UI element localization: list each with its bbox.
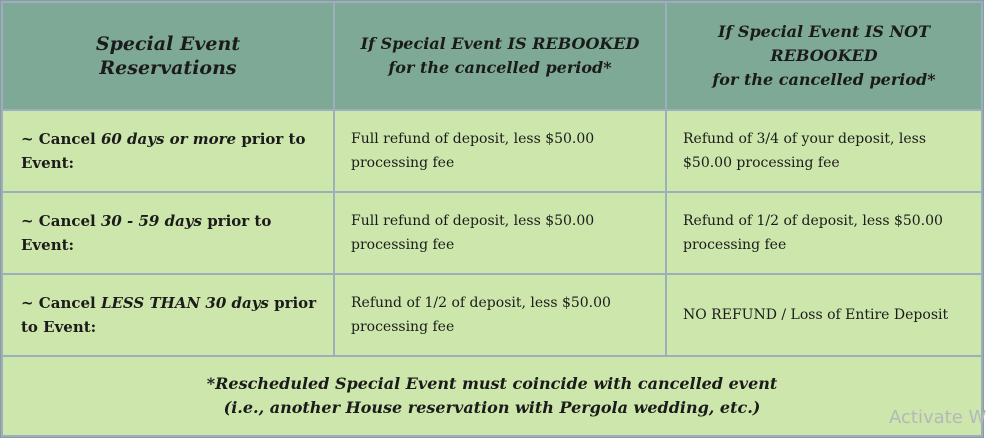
policy-text: Refund of 1/2 of deposit, less $50.00 processing fee <box>683 213 943 253</box>
row-label-emphasis: LESS THAN 30 days <box>100 294 269 312</box>
row-label-suffix: prior to Event: <box>21 294 317 336</box>
row-less-than-30-days-not-rebooked <box>667 275 981 355</box>
footer-line2: (i.e., another House reservation with Pergola wedding, etc.) <box>223 398 761 417</box>
header-col3-line1: If Special Event IS NOT <box>717 22 931 41</box>
policy-text: Refund of 1/2 of deposit, less $50.00 processing fee <box>351 295 611 335</box>
footer-note <box>3 357 981 435</box>
row-label-emphasis: 60 days or more <box>100 130 237 148</box>
policy-text: Full refund of deposit, less $50.00 processing fee <box>351 213 595 253</box>
header-col1-line1: Special Event <box>95 33 241 55</box>
row-60-days-not-rebooked <box>667 111 981 191</box>
header-col2-line1: If Special Event IS REBOOKED <box>360 34 640 53</box>
row-label-prefix: ~ Cancel <box>21 212 101 230</box>
row-label-suffix: prior to Event: <box>21 130 306 172</box>
policy-text: Full refund of deposit, less $50.00 processing fee <box>351 131 595 171</box>
policy-text: NO REFUND / Loss of Entire Deposit <box>683 307 949 323</box>
row-30-59-days-rebooked <box>335 193 665 273</box>
row-less-than-30-days-rebooked <box>335 275 665 355</box>
row-label-60-days <box>3 111 333 191</box>
footer-line1: *Rescheduled Special Event must coincide with cancelled event <box>206 374 778 393</box>
row-label-emphasis: 30 - 59 days <box>100 212 202 230</box>
row-30-59-days-not-rebooked <box>667 193 981 273</box>
row-label-30-59-days <box>3 193 333 273</box>
row-60-days-rebooked <box>335 111 665 191</box>
header-col1-line2: Reservations <box>99 57 237 79</box>
header-col3-line3: for the cancelled period* <box>712 70 936 89</box>
activate-windows-watermark: Activate W <box>889 407 986 428</box>
header-col-rebooked <box>335 3 665 109</box>
policy-text: Refund of 3/4 of your deposit, less $50.00 processing fee <box>683 131 927 171</box>
header-col3-line2: REBOOKED <box>770 46 878 65</box>
row-label-prefix: ~ Cancel <box>21 130 101 148</box>
header-col-not-rebooked <box>667 3 981 109</box>
row-label-less-than-30-days <box>3 275 333 355</box>
row-label-prefix: ~ Cancel <box>21 294 101 312</box>
row-label-suffix: prior to Event: <box>21 212 272 254</box>
header-col2-line2: for the cancelled period* <box>388 58 612 77</box>
header-col-reservations <box>3 3 333 109</box>
